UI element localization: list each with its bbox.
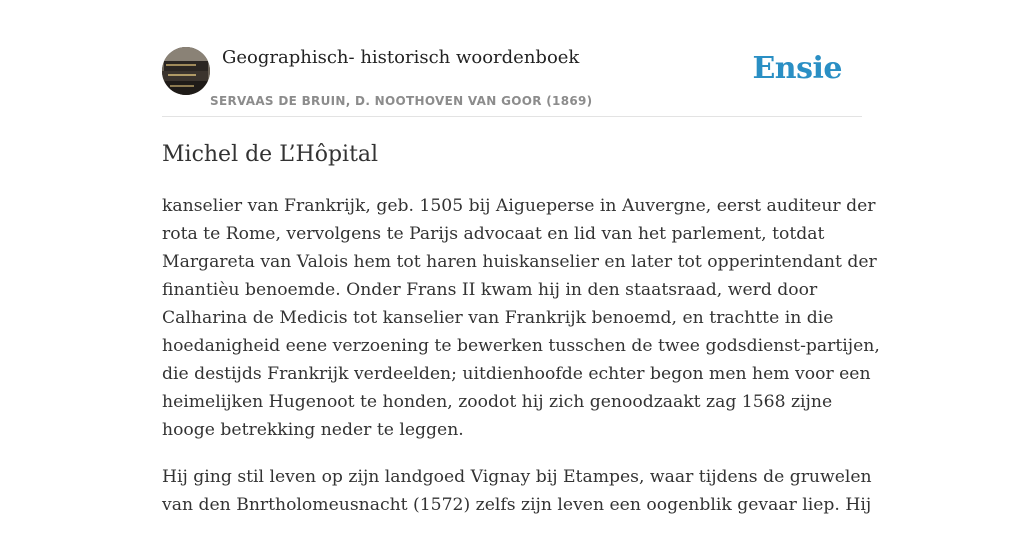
text-line: finantièu benoemde. Onder Frans II kwam hij in den staatsraad, werd door bbox=[162, 280, 818, 300]
text-line: heimelijken Hugenoot te honden, zoodot hij zich genoodzaakt zag 1568 zijne bbox=[162, 392, 833, 412]
entry-title: Michel de L’Hôpital bbox=[162, 142, 379, 167]
book-title[interactable]: Geographisch- historisch woordenboek bbox=[222, 47, 580, 68]
text-line: hoedanigheid eene verzoening te bewerken tusschen de twee godsdienst-partijen, bbox=[162, 336, 880, 356]
ensie-logo[interactable]: Ensie bbox=[752, 51, 842, 86]
entry-paragraph-2 bbox=[162, 463, 872, 519]
entry-paragraph-1 bbox=[162, 192, 880, 444]
book-spines-icon bbox=[162, 47, 210, 95]
book-avatar[interactable] bbox=[162, 47, 210, 95]
book-header bbox=[162, 0, 862, 117]
book-authors: SERVAAS DE BRUIN, D. NOOTHOVEN VAN GOOR (1869) bbox=[210, 94, 593, 108]
text-line: van den Bnrtholomeusnacht (1572) zelfs zijn leven een oogenblik gevaar liep. Hij bbox=[162, 495, 872, 515]
text-line: hooge betrekking neder te leggen. bbox=[162, 420, 464, 440]
text-line: die destijds Frankrijk verdeelden; uitdienhoofde echter begon men hem voor een bbox=[162, 364, 871, 384]
text-line: kanselier van Frankrijk, geb. 1505 bij Aigueperse in Auvergne, eerst auditeur der bbox=[162, 196, 876, 216]
text-line: Margareta van Valois hem tot haren huiskanselier en later tot opperintendant der bbox=[162, 252, 877, 272]
entry-body bbox=[162, 192, 880, 538]
page bbox=[162, 0, 880, 515]
text-line: Calharina de Medicis tot kanselier van Frankrijk benoemd, en trachtte in die bbox=[162, 308, 834, 328]
text-line: Hij ging stil leven op zijn landgoed Vignay bij Etampes, waar tijdens de gruwelen bbox=[162, 467, 872, 487]
text-line: rota te Rome, vervolgens te Parijs advocaat en lid van het parlement, totdat bbox=[162, 224, 825, 244]
